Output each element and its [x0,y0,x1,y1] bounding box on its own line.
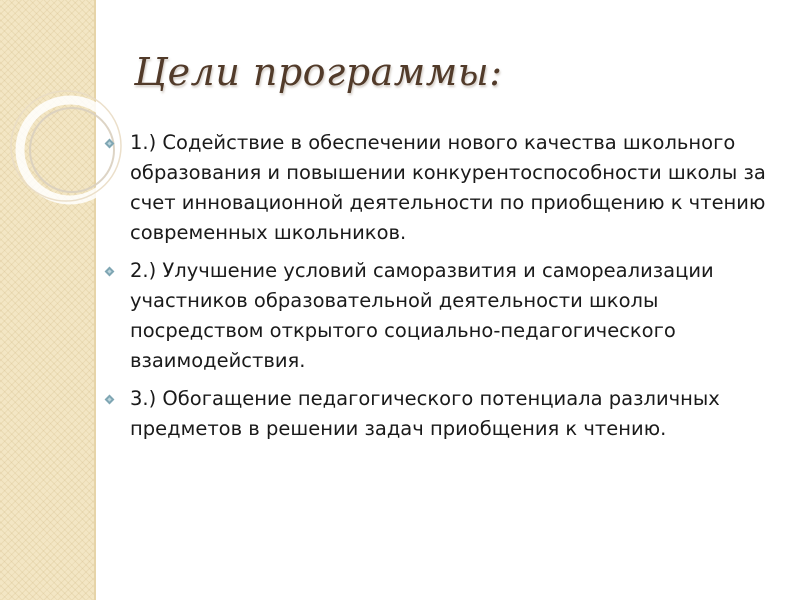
slide-title: Цели программы: [134,50,503,94]
goal-text-3: 3.) Обогащение педагогического потенциала различных предметов в решении задач приобщения к чтению. [130,387,720,440]
diamond-bullet-icon [105,267,115,277]
diamond-bullet-icon [105,139,115,149]
list-item [102,256,782,376]
diamond-bullet-icon [105,395,115,405]
list-item [102,384,782,444]
list-item [102,128,782,248]
goal-text-1: 1.) Содействие в обеспечении нового качества школьного образования и повышении конкурентоспособности школы за счет инновационной деятельности по приобщению к чтению современных школьников. [130,131,766,244]
goals-list [102,128,782,452]
goal-text-2: 2.) Улучшение условий саморазвития и самореализации участников образовательной деятельности школы посредством открытого социально-педагогического взаимодействия. [130,259,714,372]
